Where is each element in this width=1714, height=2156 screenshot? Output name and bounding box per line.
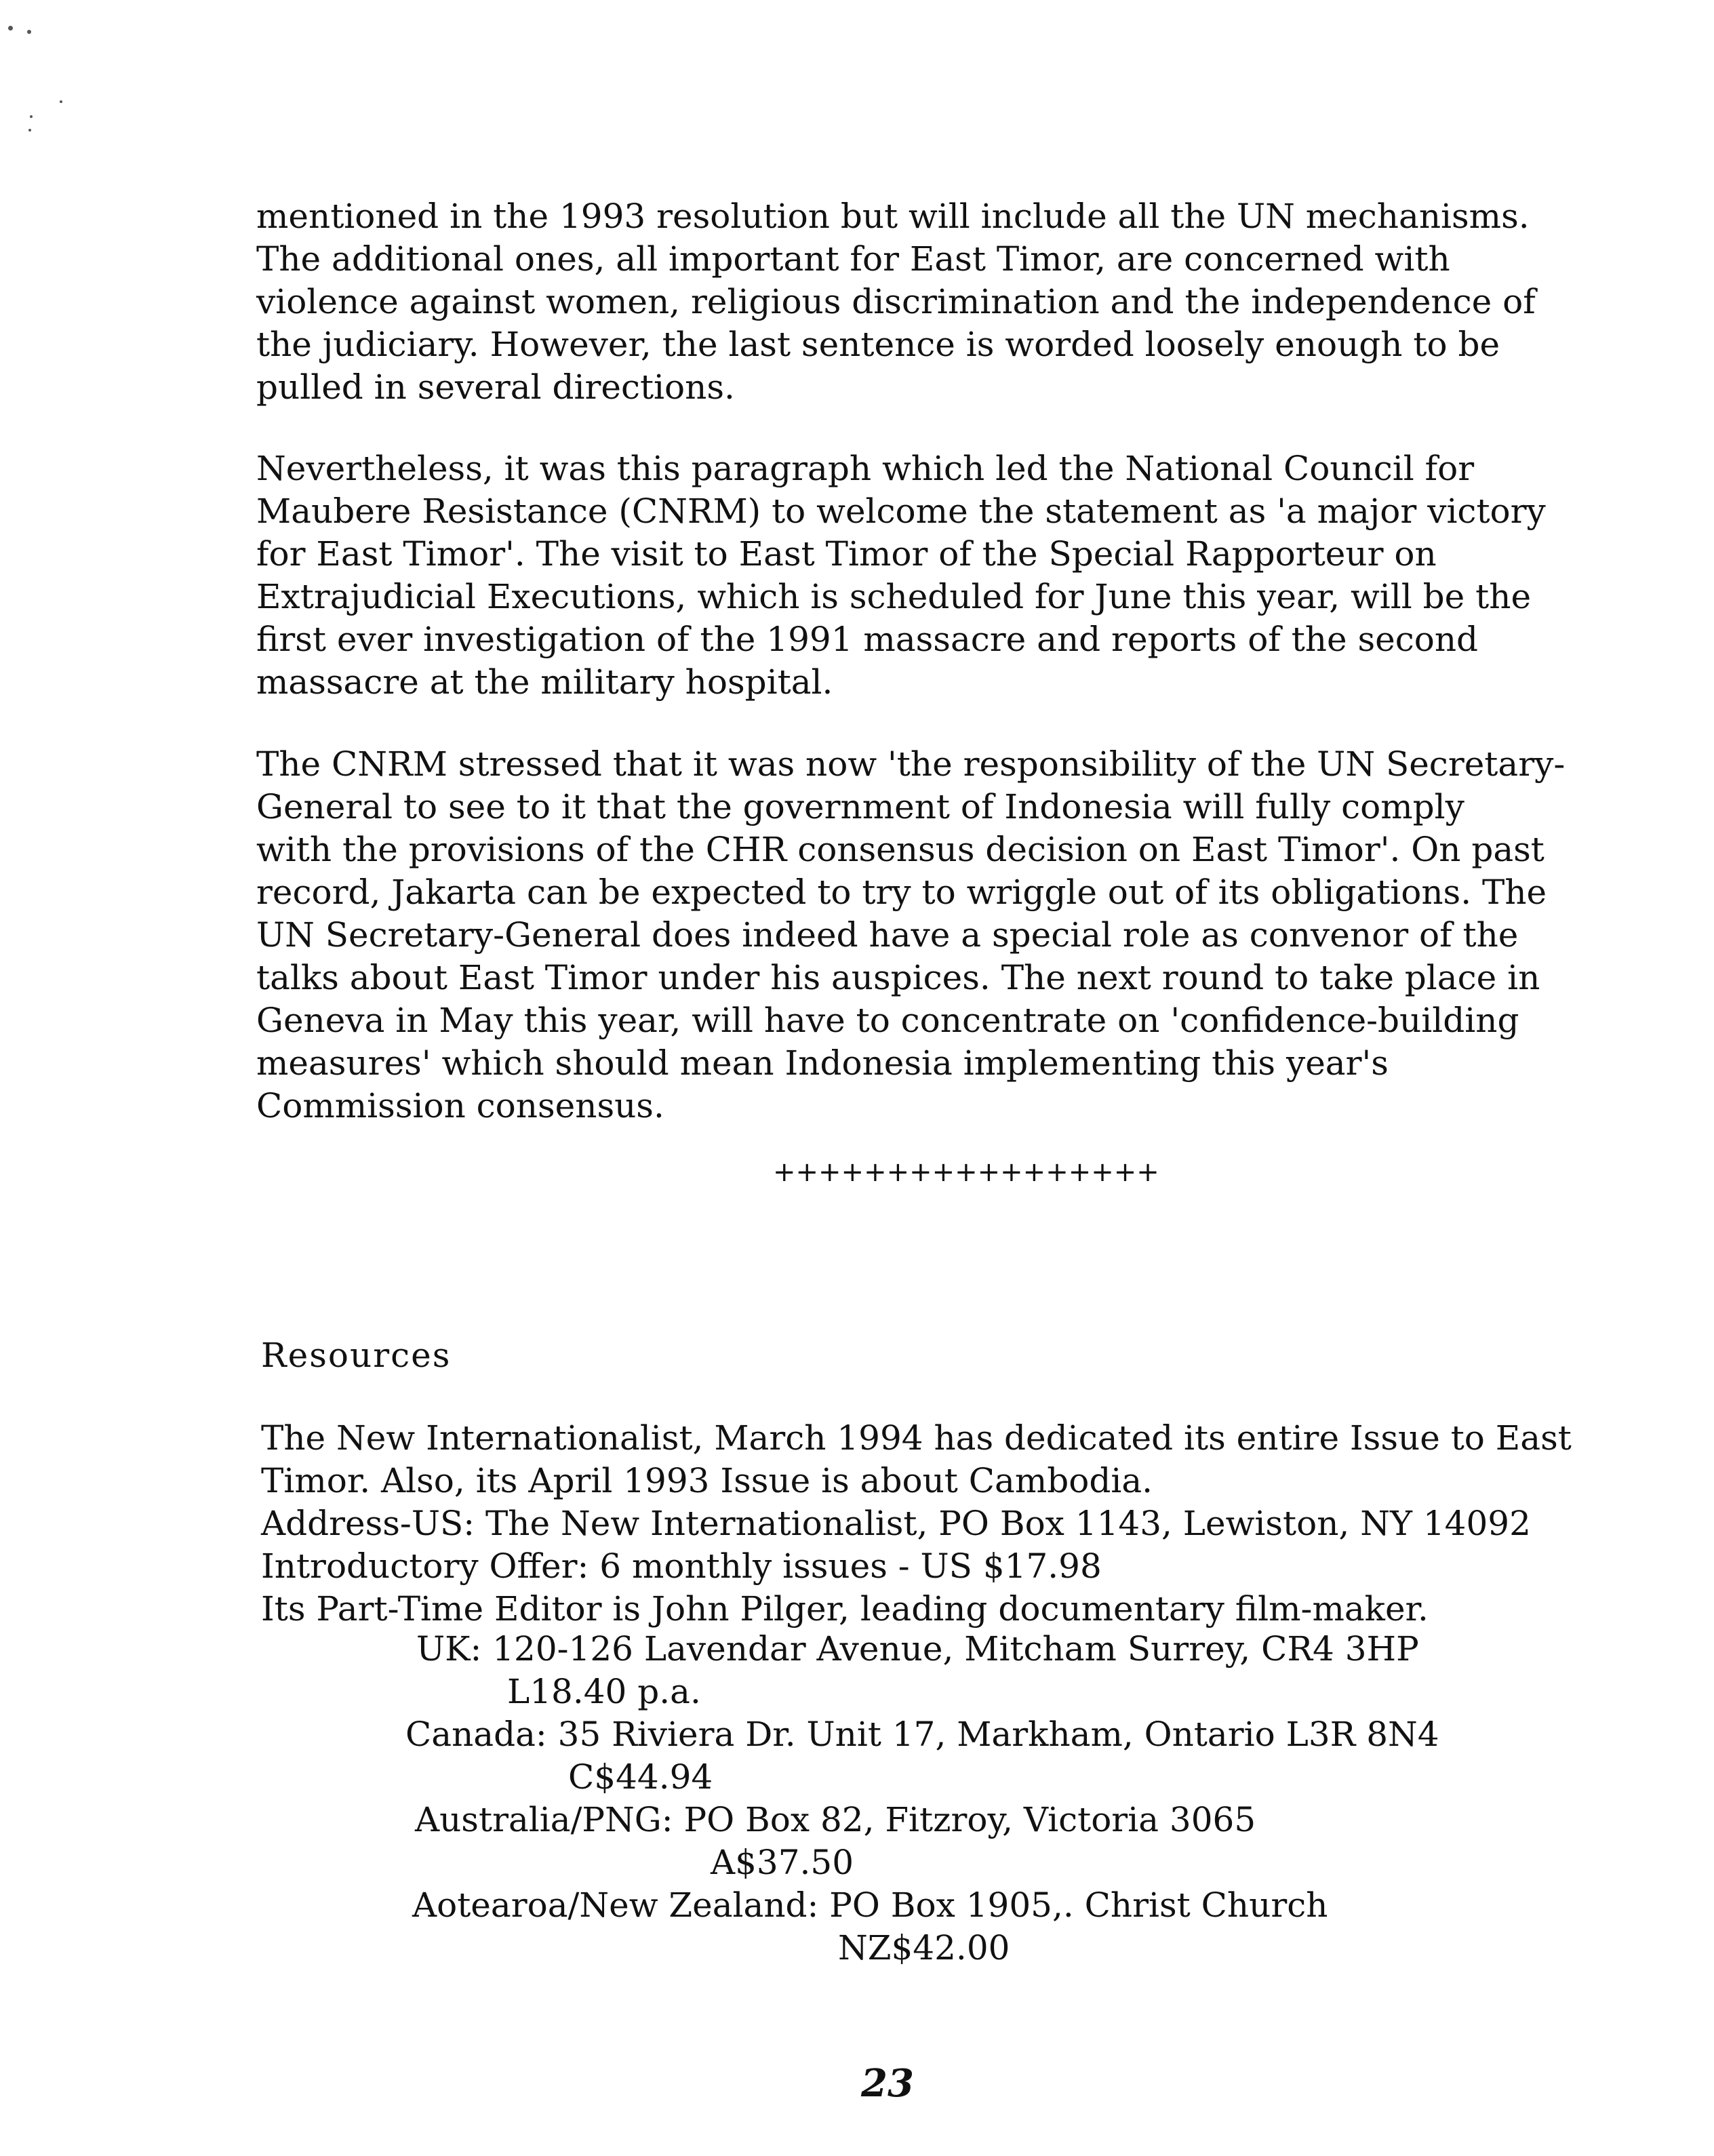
text-line: violence against women, religious discrimination and the independence of: [256, 282, 1536, 321]
text-line: Nevertheless, it was this paragraph which led the National Council for: [256, 449, 1475, 488]
text-line: the judiciary. However, the last sentence is worded loosely enough to be: [256, 325, 1500, 364]
text-line: pulled in several directions.: [256, 367, 735, 407]
scan-speck: [8, 26, 13, 31]
scan-speck: [30, 115, 33, 118]
text-line: Extrajudicial Executions, which is scheduled for June this year, will be the: [256, 577, 1532, 616]
text-line: mentioned in the 1993 resolution but will include all the UN mechanisms.: [256, 197, 1530, 236]
text-line: with the provisions of the CHR consensus decision on East Timor'. On past: [256, 830, 1544, 869]
scan-speck: [28, 129, 31, 132]
text-line: Address-US: The New Internationalist, PO Box 1143, Lewiston, NY 14092: [261, 1504, 1531, 1543]
paragraph-1: [256, 195, 1585, 409]
text-line: Introductory Offer: 6 monthly issues - US $17.98: [261, 1546, 1102, 1586]
text-line: Geneva in May this year, will have to concentrate on 'confidence-building: [256, 1001, 1519, 1040]
text-line: measures' which should mean Indonesia implementing this year's: [256, 1043, 1389, 1083]
text-line: The New Internationalist, March 1994 has dedicated its entire Issue to East: [261, 1418, 1572, 1458]
canada-price: C$44.94: [568, 1757, 713, 1797]
text-line: Commission consensus.: [256, 1086, 664, 1125]
resources-heading: Resources: [261, 1336, 452, 1375]
section-separator: +++++++++++++++++: [773, 1157, 1159, 1188]
australia-address: Australia/PNG: PO Box 82, Fitzroy, Victoria 3065: [415, 1800, 1256, 1839]
text-line: UN Secretary-General does indeed have a special role as convenor of the: [256, 915, 1519, 955]
text-line: Maubere Resistance (CNRM) to welcome the statement as 'a major victory: [256, 492, 1546, 531]
text-line: The CNRM stressed that it was now 'the responsibility of the UN Secretary-: [256, 744, 1566, 784]
nz-address: Aotearoa/New Zealand: PO Box 1905,. Christ Church: [412, 1885, 1328, 1925]
uk-price: L18.40 p.a.: [507, 1672, 701, 1711]
page-number: 23: [861, 2061, 914, 2106]
text-line: Its Part-Time Editor is John Pilger, leading documentary film-maker.: [261, 1589, 1429, 1629]
uk-address: UK: 120-126 Lavendar Avenue, Mitcham Surrey, CR4 3HP: [416, 1629, 1419, 1669]
text-line: Timor. Also, its April 1993 Issue is about Cambodia.: [261, 1461, 1153, 1500]
text-line: General to see to it that the government of Indonesia will fully comply: [256, 787, 1464, 826]
text-line: talks about East Timor under his auspices. The next round to take place in: [256, 958, 1540, 997]
paragraph-3: [256, 743, 1585, 1127]
text-line: for East Timor'. The visit to East Timor of the Special Rapporteur on: [256, 534, 1437, 574]
paragraph-2: [256, 447, 1585, 704]
australia-price: A$37.50: [711, 1843, 854, 1882]
nz-price: NZ$42.00: [838, 1928, 1010, 1968]
text-line: first ever investigation of the 1991 massacre and reports of the second: [256, 620, 1479, 659]
scan-speck: [60, 100, 62, 103]
text-line: massacre at the military hospital.: [256, 662, 833, 702]
resources-intro: [261, 1417, 1590, 1631]
text-line: The additional ones, all important for East Timor, are concerned with: [256, 239, 1450, 279]
canada-address: Canada: 35 Riviera Dr. Unit 17, Markham, Ontario L3R 8N4: [405, 1715, 1439, 1754]
scan-speck: [27, 30, 31, 34]
text-line: record, Jakarta can be expected to try to wriggle out of its obligations. The: [256, 873, 1547, 912]
